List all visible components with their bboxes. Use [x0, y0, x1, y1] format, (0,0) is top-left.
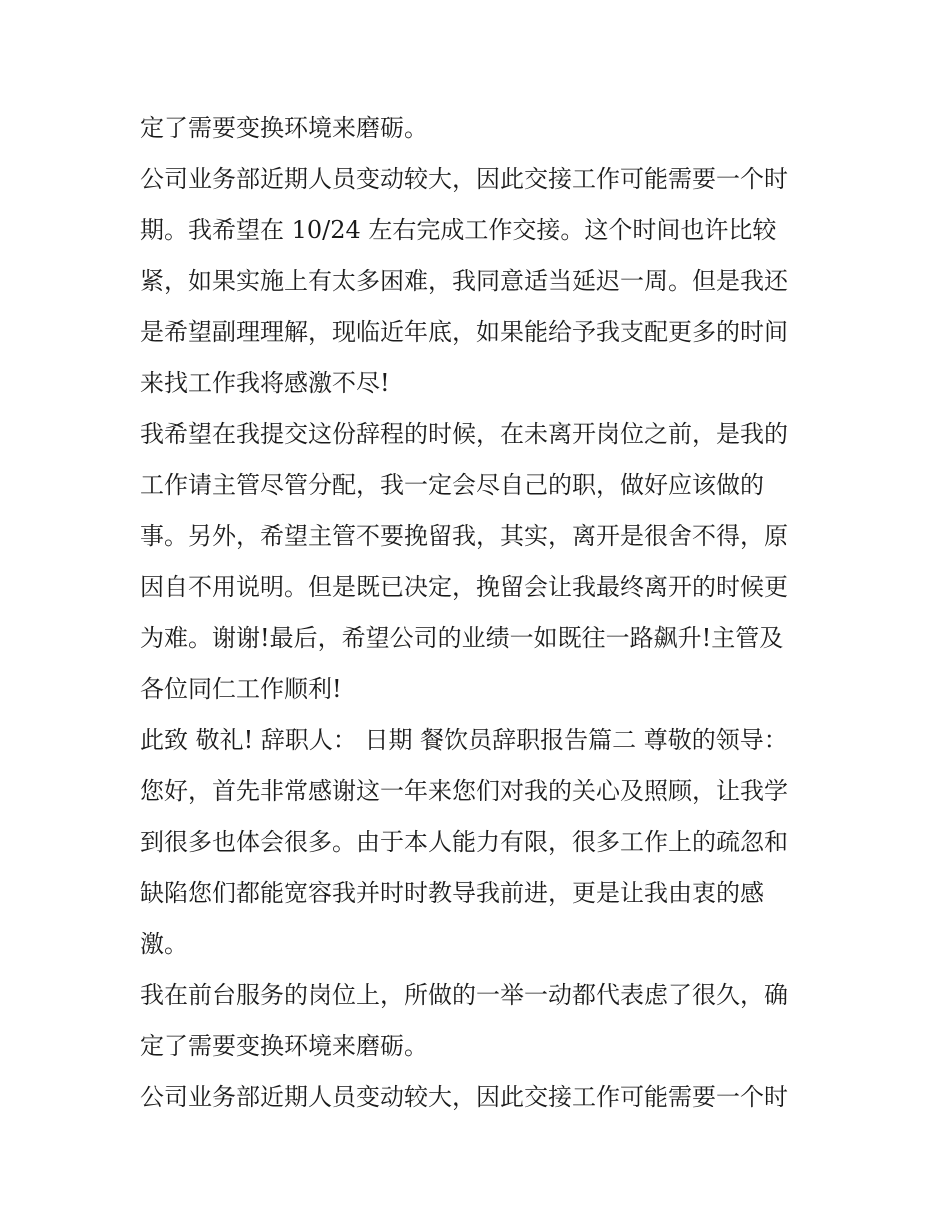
text-line: 激。	[140, 930, 188, 958]
paragraph-2	[140, 154, 820, 409]
document-body	[140, 103, 820, 1123]
text-line: 工作请主管尽管分配，我一定会尽自己的职，做好应该做的	[140, 471, 764, 499]
text-line: 定了需要变换环境来磨砺。	[140, 1032, 428, 1060]
text-line: 因自不用说明。但是既已决定，挽留会让我最终离开的时候更	[140, 573, 788, 601]
paragraph-5	[140, 970, 820, 1072]
text-line: 来找工作我将感激不尽!	[140, 369, 390, 397]
text-line: 我在前台服务的岗位上，所做的一举一动都代表虑了很久，确	[140, 981, 788, 1009]
paragraph-3	[140, 409, 820, 715]
text-line: 期。我希望在 10/24 左右完成工作交接。这个时间也许比较	[140, 216, 777, 244]
text-line: 您好，首先非常感谢这一年来您们对我的关心及照顾，让我学	[140, 777, 788, 805]
paragraph-1	[140, 103, 820, 154]
text-line: 事。另外，希望主管不要挽留我，其实，离开是很舍不得，原	[140, 522, 788, 550]
text-line: 为难。谢谢!最后，希望公司的业绩一如既往一路飙升!主管及	[140, 624, 784, 652]
text-line: 紧，如果实施上有太多困难，我同意适当延迟一周。但是我还	[140, 267, 788, 295]
paragraph-4	[140, 715, 820, 970]
text-line: 公司业务部近期人员变动较大，因此交接工作可能需要一个时	[140, 165, 788, 193]
text-line: 公司业务部近期人员变动较大，因此交接工作可能需要一个时	[140, 1083, 788, 1111]
text-line: 此致 敬礼! 辞职人： 日期 餐饮员辞职报告篇二 尊敬的领导：	[140, 726, 788, 754]
text-line: 定了需要变换环境来磨砺。	[140, 114, 428, 142]
text-line: 各位同仁工作顺利!	[140, 675, 342, 703]
paragraph-6	[140, 1072, 820, 1123]
text-line: 是希望副理理解，现临近年底，如果能给予我支配更多的时间	[140, 318, 788, 346]
text-line: 缺陷您们都能宽容我并时时教导我前进，更是让我由衷的感	[140, 879, 764, 907]
text-line: 我希望在我提交这份辞程的时候，在未离开岗位之前，是我的	[140, 420, 788, 448]
text-line: 到很多也体会很多。由于本人能力有限，很多工作上的疏忽和	[140, 828, 788, 856]
